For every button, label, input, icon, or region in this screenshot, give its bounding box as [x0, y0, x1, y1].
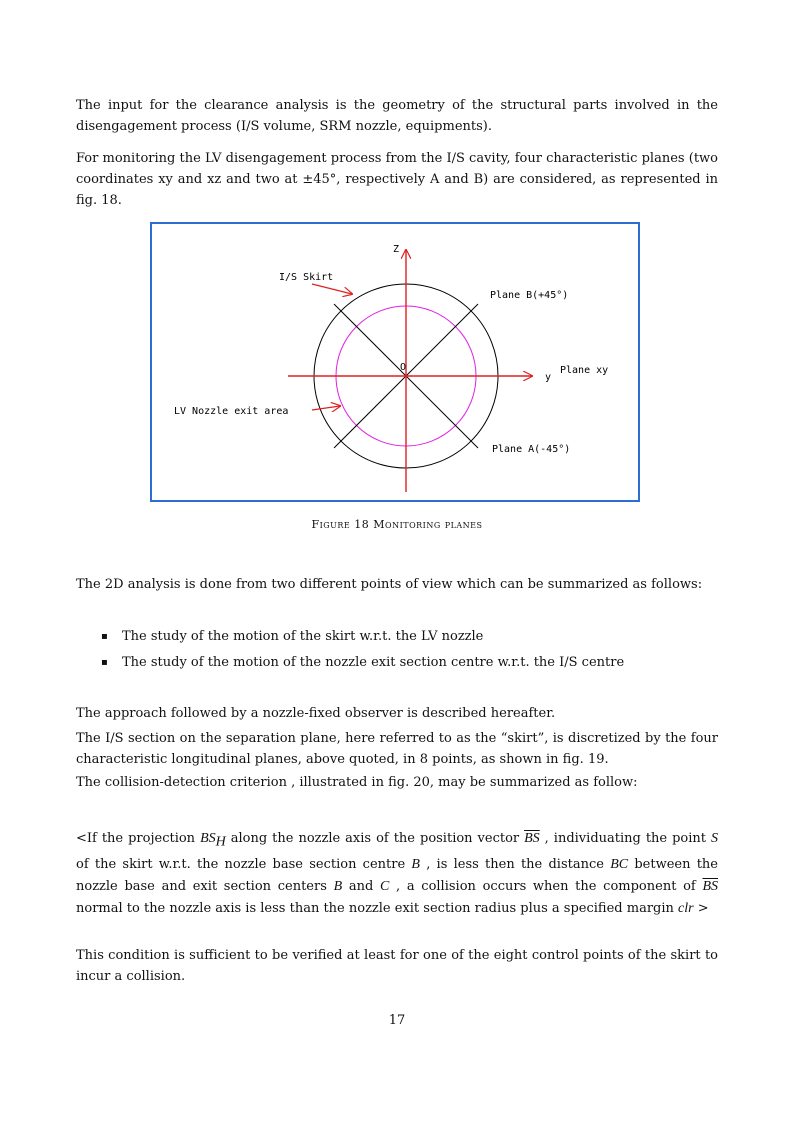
- page-number: 17: [388, 1013, 406, 1028]
- bullet-list: [76, 624, 718, 676]
- bullet-marker: ▪: [101, 631, 108, 642]
- skirt-paragraph: The I/S section on the separation plane, here referred to as the “skirt”, is discretized by the four characteristic longitudinal planes, above quoted, in 8 points, as shown in fig. 19.: [76, 731, 718, 767]
- approach-paragraph: The approach followed by a nozzle-fixed observer is described hereafter.: [76, 706, 556, 721]
- list-item: ▪ The study of the motion of the nozzle exit section centre w.r.t. the I/S centre: [76, 650, 718, 676]
- skirt-pointer: [312, 284, 352, 294]
- list-item: ▪ The study of the motion of the skirt w.r.t. the LV nozzle: [76, 624, 718, 650]
- monitoring-paragraph: For monitoring the LV disengagement process from the I/S cavity, four characteristic planes (two coordinates xy and xz and two at ±45°, respectively A and B) are considered, as represented in fig. 18.: [76, 151, 718, 208]
- intro-paragraph: The input for the clearance analysis is the geometry of the structural parts involved in the disengagement process (I/S volume, SRM nozzle, equipments).: [76, 98, 718, 134]
- plane-xy-label: Plane xy: [560, 365, 609, 376]
- nozzle-label: LV Nozzle exit area: [174, 406, 289, 417]
- nozzle-pointer: [312, 406, 340, 410]
- analysis-paragraph: The 2D analysis is done from two different points of view which can be summarized as follows:: [76, 577, 703, 592]
- figure-caption: Figure 18 Monitoring planes: [311, 518, 483, 531]
- z-label: Z: [393, 244, 400, 255]
- criterion-paragraph: <If the projection $BS_H$ along the nozzle axis of the position vector $\overline{BS}$ , individuating the point S of the skirt w.r.t. the nozzle base section centre B , is less then the distance BC between the nozzle base and exit section centers B and C , a collision occurs when the component of $\overline{BS}$ normal to the nozzle axis is less than the nozzle exit section radius plus a specified margin clr >: [76, 831, 718, 916]
- y-label: y: [545, 372, 552, 383]
- origin-label: O: [400, 362, 407, 373]
- plane-b-label: Plane B(+45°): [490, 290, 569, 301]
- criterion-intro-paragraph: The collision-detection criterion , illustrated in fig. 20, may be summarized as follow:: [76, 775, 638, 790]
- bullet-marker: ▪: [101, 657, 108, 668]
- figure-18: [150, 222, 640, 502]
- skirt-label: I/S Skirt: [279, 272, 334, 283]
- monitoring-planes-diagram: [152, 224, 642, 504]
- plane-a-label: Plane A(-45°): [492, 444, 571, 455]
- sufficiency-paragraph: This condition is sufficient to be verified at least for one of the eight control points of the skirt to incur a collision.: [76, 948, 718, 984]
